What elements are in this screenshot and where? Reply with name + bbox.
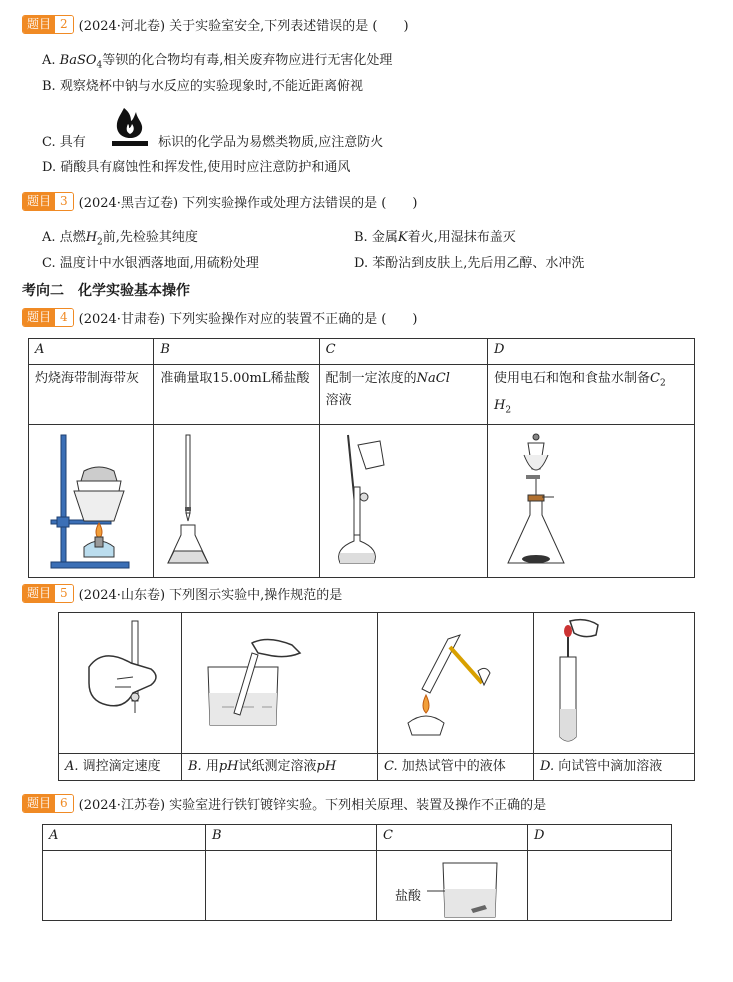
q4-desc-c-post: 溶液 — [325, 393, 352, 408]
q4-desc-d-sub: 2 — [659, 378, 666, 389]
q3-header — [22, 191, 417, 211]
q6-label-c: C — [377, 825, 528, 851]
q2-badge — [22, 15, 74, 34]
q3-option-c — [42, 252, 259, 271]
beaker-acid-illustration — [427, 859, 513, 921]
q5-header — [22, 583, 342, 603]
q4-stem: (2024·甘肃卷) 下列实验操作对应的装置不正确的是 ( ) — [78, 311, 418, 327]
q4-image-b — [154, 425, 319, 578]
q2-option-b-text: 观察烧杯中钠与水反应的实验现象时,不能近距离俯视 — [59, 79, 363, 94]
q3-stem: (2024·黑吉辽卷) 下列实验操作或处理方法错误的是 ( ) — [78, 195, 418, 211]
q2-badge-number: 2 — [55, 16, 73, 33]
q2-option-b-letter: B. — [42, 79, 56, 94]
q3-badge-number: 3 — [55, 193, 73, 210]
q4-label-c: C — [319, 339, 487, 365]
q6-label-b: B — [206, 825, 377, 851]
q5-table — [58, 612, 695, 781]
q2-option-d-text: 硝酸具有腐蚀性和挥发性,使用时应注意防护和通风 — [60, 160, 351, 175]
q3-option-a-pre: 点燃 — [59, 230, 86, 245]
q6-table — [42, 824, 672, 921]
q2-option-a-formula: BaSO — [59, 53, 97, 68]
q5-caption-b-pre: 用 — [205, 759, 219, 774]
q3-option-c-letter: C. — [42, 256, 56, 271]
q6-header — [22, 793, 546, 813]
titration-hand-illustration — [59, 613, 181, 749]
ph-paper-beaker-illustration — [182, 613, 377, 749]
q4-table — [28, 338, 695, 578]
q5-caption-c — [378, 754, 534, 781]
q5-caption-b — [182, 754, 378, 781]
dropper-test-tube-illustration — [534, 613, 694, 749]
q5-caption-a-letter: A. — [65, 759, 79, 774]
q4-label-d: D — [488, 339, 695, 365]
q5-caption-c-text: 加热试管中的液体 — [401, 759, 506, 774]
q3-option-a — [42, 226, 198, 248]
q2-option-c-letter: C. — [42, 135, 56, 150]
q4-desc-c — [319, 365, 487, 425]
q4-desc-d — [488, 365, 695, 425]
q2-option-c — [42, 131, 383, 150]
q3-option-b — [354, 226, 516, 245]
q5-caption-c-letter: C. — [384, 759, 398, 774]
q4-header — [22, 307, 417, 327]
q5-caption-a-text: 调控滴定速度 — [82, 759, 161, 774]
q6-cell-b — [206, 851, 377, 921]
q3-option-b-post: 着火,用湿抹布盖灭 — [407, 230, 516, 245]
hydrochloric-acid-label: 盐酸 — [395, 889, 422, 904]
q3-badge — [22, 192, 74, 211]
q5-caption-a — [59, 754, 182, 781]
q5-stem: (2024·山东卷) 下列图示实验中,操作规范的是 — [78, 587, 343, 603]
q3-option-a-post: 前,先检验其纯度 — [102, 230, 198, 245]
q4-label-b: B — [154, 339, 319, 365]
q5-badge-label: 题目 — [23, 585, 55, 602]
q4-image-a — [29, 425, 154, 578]
q4-image-d — [488, 425, 695, 578]
q4-label-a: A — [29, 339, 154, 365]
q3-option-a-letter: A. — [42, 230, 56, 245]
q3-option-b-letter: B. — [354, 230, 368, 245]
q2-option-a — [42, 49, 392, 71]
q2-option-a-text: 等钡的化合物均有毒,相关废弃物应进行无害化处理 — [102, 53, 393, 68]
q6-cell-d — [528, 851, 672, 921]
q4-desc-c-pre: 配制一定浓度的 — [325, 371, 417, 386]
q6-label-a: A — [43, 825, 206, 851]
q3-option-d-text: 苯酚沾到皮肤上,先后用乙醇、水冲洗 — [372, 256, 585, 271]
q5-image-c — [378, 613, 534, 754]
q4-badge-label: 题目 — [23, 309, 55, 326]
q5-caption-d-letter: D. — [540, 759, 555, 774]
q6-stem: (2024·江苏卷) 实验室进行铁钉镀锌实验。下列相关原理、装置及操作不正确的是 — [78, 797, 547, 813]
q5-caption-d-text: 向试管中滴加溶液 — [558, 759, 663, 774]
q5-badge-number: 5 — [55, 585, 73, 602]
q4-desc-b: 准确量取15.00mL稀盐酸 — [154, 365, 319, 425]
q2-option-a-letter: A. — [42, 53, 56, 68]
q6-cell-a — [43, 851, 206, 921]
q4-desc-c-formula: NaCl — [416, 371, 450, 386]
q2-stem: (2024·河北卷) 关于实验室安全,下列表述错误的是 ( ) — [78, 18, 409, 34]
q4-desc-d-formula2: H — [494, 397, 506, 413]
q3-badge-label: 题目 — [23, 193, 55, 210]
q3-option-a-sub: 2 — [97, 237, 103, 248]
q2-option-d — [42, 156, 350, 175]
test-tube-heating-illustration — [378, 613, 533, 749]
q2-badge-label: 题目 — [23, 16, 55, 33]
flammable-hazard-icon — [106, 104, 154, 150]
q3-option-d-letter: D. — [354, 256, 369, 271]
q6-cell-c — [377, 851, 528, 921]
q2-header — [22, 14, 409, 34]
q3-option-b-formula: K — [397, 230, 408, 245]
q6-badge-number: 6 — [55, 795, 73, 812]
q6-badge — [22, 794, 74, 813]
q4-desc-d-pre: 使用电石和饱和食盐水制备 — [494, 371, 651, 386]
volumetric-flask-illustration — [320, 425, 487, 573]
q5-caption-b-mid: 试纸测定溶液 — [238, 759, 317, 774]
q4-desc-d-sub2: 2 — [505, 405, 512, 416]
q3-option-b-pre: 金属 — [371, 230, 398, 245]
q2-option-c-post: 标识的化学品为易燃类物质,应注意防火 — [158, 135, 384, 150]
q5-image-b — [182, 613, 378, 754]
q6-badge-label: 题目 — [23, 795, 55, 812]
q5-caption-b-formula2: pH — [316, 759, 337, 774]
q5-image-d — [534, 613, 695, 754]
q4-badge — [22, 308, 74, 327]
crucible-burner-illustration — [29, 425, 153, 573]
q2-option-a-sub: 4 — [96, 60, 103, 71]
q2-option-d-letter: D. — [42, 160, 57, 175]
q5-caption-b-formula: pH — [218, 759, 239, 774]
q4-desc-d-formula: C — [650, 371, 660, 386]
q2-option-c-pre: 具有 — [59, 135, 86, 150]
q5-badge — [22, 584, 74, 603]
q3-option-d — [354, 252, 584, 271]
q5-caption-d — [534, 754, 695, 781]
q6-label-d: D — [528, 825, 672, 851]
q5-image-a — [59, 613, 182, 754]
q4-image-c — [319, 425, 487, 578]
q2-option-b — [42, 75, 363, 94]
section-title: 考向二 化学实验基本操作 — [22, 283, 190, 299]
q5-caption-b-letter: B. — [188, 759, 202, 774]
acetylene-generator-illustration — [488, 425, 694, 573]
q3-option-a-formula: H — [85, 230, 98, 245]
q4-desc-a: 灼烧海带制海带灰 — [29, 365, 154, 425]
q4-badge-number: 4 — [55, 309, 73, 326]
q3-option-c-text: 温度计中水银洒落地面,用硫粉处理 — [59, 256, 259, 271]
burette-flask-illustration — [154, 425, 318, 573]
